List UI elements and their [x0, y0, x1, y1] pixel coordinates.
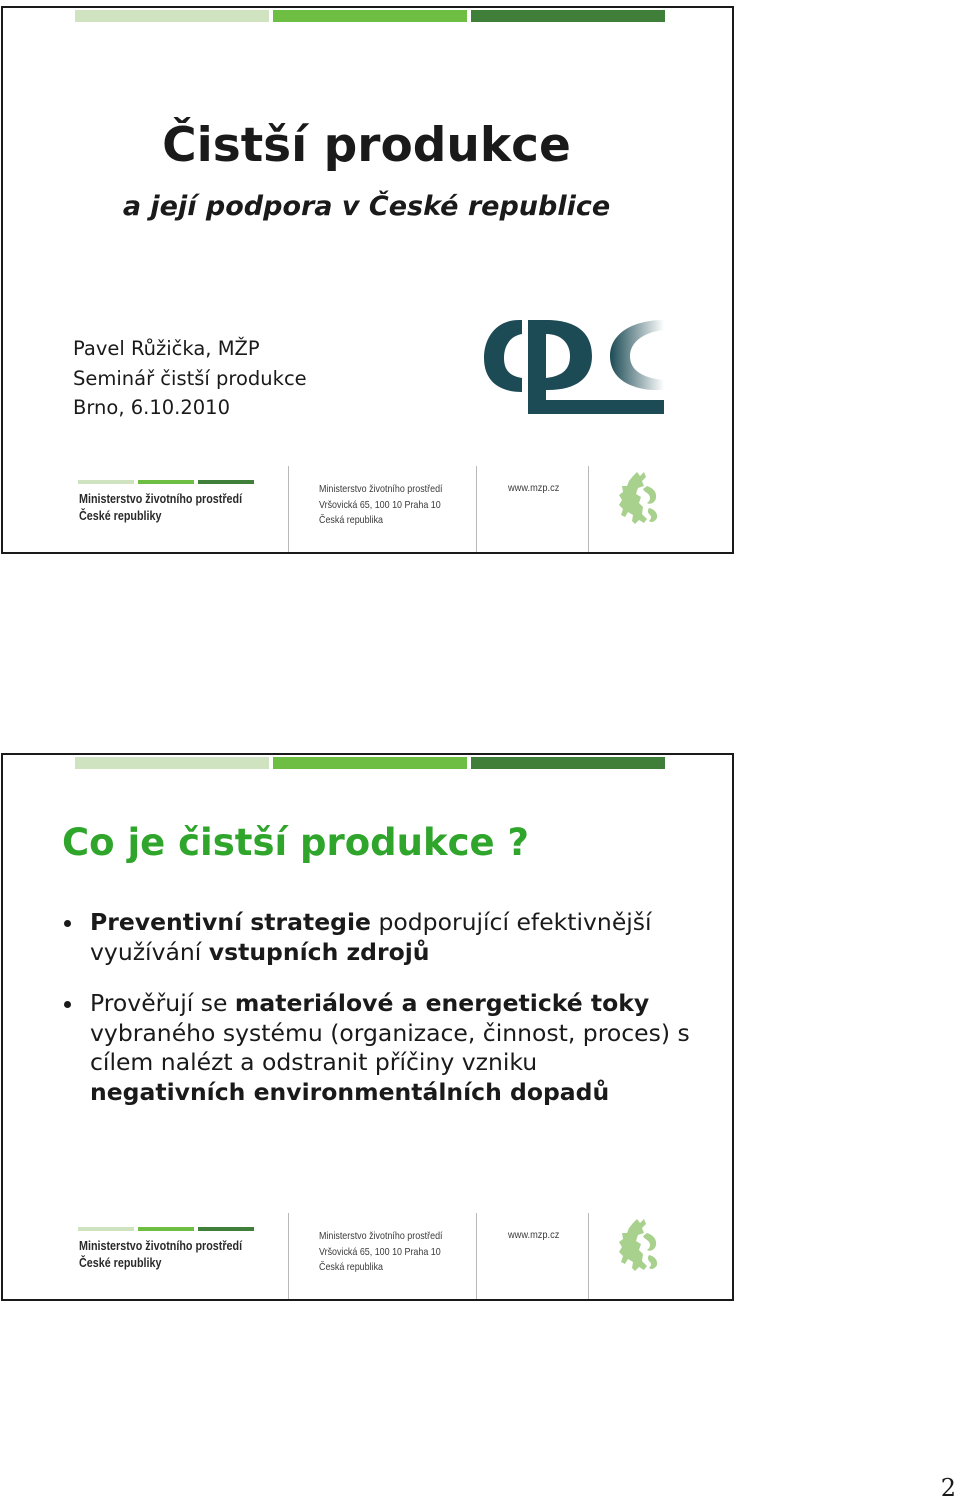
ministry-logo-icon: [482, 318, 666, 416]
slide-heading: Co je čistší produkce ?: [62, 821, 529, 864]
page-number: 2: [940, 1474, 956, 1502]
author-name: Pavel Růžička, MŽP: [73, 337, 260, 360]
bullet-list: [60, 908, 700, 1129]
ministry-name: Ministerstvo životního prostředí České republiky: [79, 492, 243, 523]
list-item: Prověřují se materiálové a energetické toky vybraného systému (organizace, činnost, proces) s cílem nalézt a odstranit příčiny vzniku negativních environmentálních dopadů: [60, 989, 700, 1107]
top-color-bars: [75, 757, 667, 769]
event-date: Brno, 6.10.2010: [73, 396, 230, 419]
ministry-color-bars: [78, 1227, 254, 1231]
slide-title: [1, 6, 734, 554]
czech-lion-icon: [613, 470, 665, 530]
list-item: Preventivní strategie podporující efektivnější využívání vstupních zdrojů: [60, 908, 700, 967]
ministry-address: Ministerstvo životního prostředí Vršovická 65, 100 10 Praha 10 Česká republika: [319, 1230, 443, 1273]
czech-lion-icon: [613, 1217, 665, 1277]
bullet-icon: [64, 1001, 71, 1008]
event-name: Seminář čistší produkce: [73, 366, 307, 390]
bullet-icon: [64, 920, 71, 927]
presentation-title: Čistší produkce: [162, 118, 571, 173]
presentation-subtitle: a její podpora v České republice: [122, 191, 611, 222]
website-link[interactable]: www.mzp.cz: [508, 482, 560, 494]
website-link[interactable]: www.mzp.cz: [508, 1229, 560, 1241]
ministry-name: Ministerstvo životního prostředí České republiky: [79, 1239, 243, 1270]
top-color-bars: [75, 10, 667, 22]
ministry-color-bars: [78, 480, 254, 484]
slide-footer: [3, 1213, 732, 1299]
ministry-address: Ministerstvo životního prostředí Vršovická 65, 100 10 Praha 10 Česká republika: [319, 483, 443, 526]
author-block: [73, 334, 307, 423]
slide-footer: [3, 466, 732, 552]
